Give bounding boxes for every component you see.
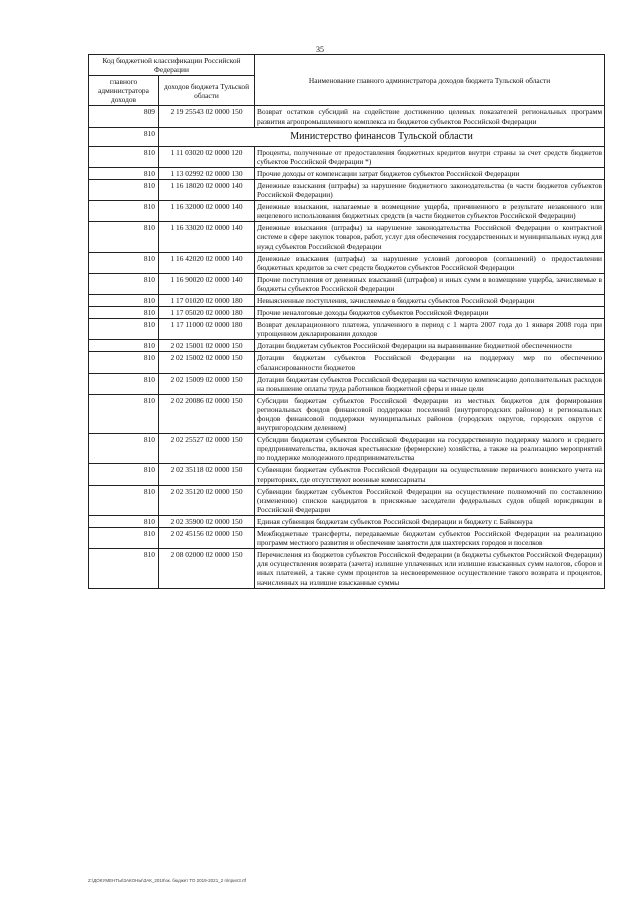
income-name-cell: Возврат декларационного платежа, уплаченного в период с 1 марта 2007 года до 1 января 2008 года при упрощенном декларировании доходов [255,319,605,340]
admin-code-cell: 810 [89,201,159,222]
table-row [89,273,605,294]
admin-code-cell: 810 [89,528,159,549]
table-row [89,373,605,394]
income-name-cell: Дотации бюджетам субъектов Российской Федерации на выравнивание бюджетной обеспеченности [255,340,605,352]
table-row [89,252,605,273]
income-name-cell: Субвенции бюджетам субъектов Российской Федерации на осуществление полномочий по составлению (изменению) списков кандидатов в присяжные заседатели федеральных судов общей юрисдикции в Российской Федерации [255,485,605,515]
header-code-group: Код бюджетной классификации Российской Федерации [89,55,255,76]
table-row [89,464,605,485]
admin-code-cell: 810 [89,515,159,527]
income-name-cell: Субвенции бюджетам субъектов Российской Федерации на осуществление первичного воинского учета на территориях, где отсутствуют военные комиссариаты [255,464,605,485]
table-row [89,434,605,464]
admin-code-cell: 810 [89,146,159,167]
table-row [89,307,605,319]
income-name-cell: Денежные взыскания (штрафы) за нарушение бюджетного законодательства (в части бюджетов субъектов Российской Федерации) [255,179,605,200]
income-code-cell: 1 16 33020 02 0000 140 [159,222,255,252]
table-row [89,549,605,588]
income-code-cell: 1 16 32000 02 0000 140 [159,201,255,222]
income-code-cell: 1 16 42020 02 0000 140 [159,252,255,273]
admin-code-cell: 810 [89,319,159,340]
income-name-cell: Субсидии бюджетам субъектов Российской Федерации на государственную поддержку малого и среднего предпринимательства, включая крестьянские (фермерские) хозяйства, а также на реализацию мероприятий по поддержке молодежного предпринимательства [255,434,605,464]
table-row [89,340,605,352]
table-row [89,146,605,167]
admin-code-cell: 810 [89,434,159,464]
admin-code-cell: 810 [89,179,159,200]
income-name-cell: Денежные взыскания, налагаемые в возмещение ущерба, причиненного в результате незаконного или нецелевого использования бюджетных средств (в части бюджетов субъектов Российской Федерации) [255,201,605,222]
income-name-cell: Невыясненные поступления, зачисляемые в бюджеты субъектов Российской Федерации [255,294,605,306]
income-name-cell: Межбюджетные трансферты, передаваемые бюджетам субъектов Российской Федерации на реализацию программ местного развития и обеспечение занятости для шахтерских городов и поселков [255,528,605,549]
header-income-column: доходов бюджета Тульской области [159,76,255,106]
admin-code-cell: 810 [89,373,159,394]
income-name-cell: Прочие доходы от компенсации затрат бюджетов субъектов Российской Федерации [255,167,605,179]
table-row [89,528,605,549]
income-code-cell: 1 17 05020 02 0000 180 [159,307,255,319]
income-code-cell: 1 16 90020 02 0000 140 [159,273,255,294]
table-row [89,167,605,179]
table-row [89,515,605,527]
income-code-cell: 2 19 25543 02 0000 150 [159,106,255,127]
admin-code-cell: 810 [89,294,159,306]
table-row [89,179,605,200]
income-code-cell: 2 02 45156 02 0000 150 [159,528,255,549]
admin-code-cell: 809 [89,106,159,127]
header-admin-column: главного администратора доходов [89,76,159,106]
revenue-classification-table [88,54,605,589]
income-name-cell: Единая субвенция бюджетам субъектов Российской Федерации и бюджету г. Байконура [255,515,605,527]
table-row [89,222,605,252]
income-name-cell: Дотации бюджетам субъектов Российской Федерации на частичную компенсацию дополнительных расходов на повышение оплаты труда работников бюджетной сферы и иные цели [255,373,605,394]
admin-code-cell: 810 [89,549,159,588]
income-code-cell: 2 02 25527 02 0000 150 [159,434,255,464]
income-name-cell: Проценты, полученные от предоставления бюджетных кредитов внутри страны за счет средств бюджетов субъектов Российской Федерации *) [255,146,605,167]
income-code-cell: 1 17 11000 02 0000 180 [159,319,255,340]
income-name-cell: Денежные взыскания (штрафы) за нарушение законодательства Российской Федерации о контрактной системе в сфере закупок товаров, работ, услуг для обеспечения государственных и муниципальных нужд для нужд субъектов Российской Федерации [255,222,605,252]
table-header [89,55,605,106]
admin-code-cell: 810 [89,127,159,146]
table-row [89,127,605,146]
income-name-cell: Прочие неналоговые доходы бюджетов субъектов Российской Федерации [255,307,605,319]
header-name-column: Наименование главного администратора доходов бюджета Тульской области [255,55,605,106]
admin-code-cell: 810 [89,167,159,179]
table-body [89,106,605,588]
income-name-cell: Возврат остатков субсидий на содействие достижению целевых показателей региональных программ развития агропромышленного комплекса из бюджетов субъектов Российской Федерации [255,106,605,127]
admin-code-cell: 810 [89,485,159,515]
income-code-cell: 2 02 35900 02 0000 150 [159,515,255,527]
income-code-cell: 2 02 20086 02 0000 150 [159,394,255,433]
file-path-footer: Z:\ДОКУМЕНТЫ\ЗАКОНЫ\ЗАК_2019\зк. бюджет ТО 2019-2021_2 п\прил3.rtf [88,878,246,883]
income-name-cell: Денежные взыскания (штрафы) за нарушение условий договоров (соглашений) о предоставлении бюджетных кредитов за счет средств бюджетов субъектов Российской Федерации [255,252,605,273]
income-code-cell: 1 16 18020 02 0000 140 [159,179,255,200]
table-row [89,201,605,222]
admin-code-cell: 810 [89,394,159,433]
income-code-cell: 2 02 35120 02 0000 150 [159,485,255,515]
admin-code-cell: 810 [89,464,159,485]
table-row [89,352,605,373]
income-name-cell: Субсидии бюджетам субъектов Российской Федерации из местных бюджетов для формирования региональных фондов финансовой поддержки поселений (внутригородских районов) и региональных фондов финансовой поддержки муниципальных районов (городских округов, городских округов с внутригородским делением) [255,394,605,433]
table-row [89,394,605,433]
page-number: 35 [316,45,324,54]
income-name-cell: Перечисления из бюджетов субъектов Российской Федерации (в бюджеты субъектов Российской Федерации) для осуществления возврата (зачета) излишне уплаченных или излишне взысканных сумм налогов, сборов и иных платежей, а также сумм процентов за несвоевременное осуществление такого возврата и процентов, начисленных на излишне взысканные суммы [255,549,605,588]
admin-code-cell: 810 [89,252,159,273]
admin-code-cell: 810 [89,273,159,294]
income-code-cell: 2 08 02000 02 0000 150 [159,549,255,588]
admin-code-cell: 810 [89,307,159,319]
income-name-cell: Прочие поступления от денежных взысканий (штрафов) и иных сумм в возмещение ущерба, зачисляемые в бюджеты субъектов Российской Федерации [255,273,605,294]
income-code-cell: 1 11 03020 02 0000 120 [159,146,255,167]
admin-code-cell: 810 [89,352,159,373]
admin-code-cell: 810 [89,340,159,352]
table-row [89,485,605,515]
income-code-cell: 2 02 15009 02 0000 150 [159,373,255,394]
table-row [89,106,605,127]
income-name-cell: Дотации бюджетам субъектов Российской Федерации на поддержку мер по обеспечению сбалансированности бюджетов [255,352,605,373]
table-row [89,294,605,306]
table-row [89,319,605,340]
admin-code-cell: 810 [89,222,159,252]
section-title-cell: Министерство финансов Тульской области [159,127,605,146]
income-code-cell: 1 13 02992 02 0000 130 [159,167,255,179]
income-code-cell: 2 02 35118 02 0000 150 [159,464,255,485]
income-code-cell: 1 17 01020 02 0000 180 [159,294,255,306]
income-code-cell: 2 02 15001 02 0000 150 [159,340,255,352]
income-code-cell: 2 02 15002 02 0000 150 [159,352,255,373]
